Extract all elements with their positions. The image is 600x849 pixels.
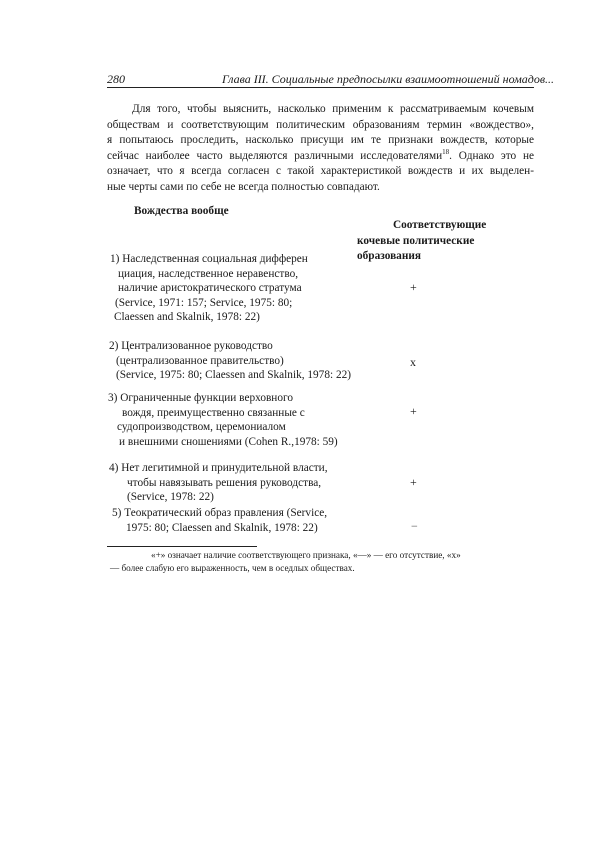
row-line: и внешними сношениями (Cohen R.,1978: 59) xyxy=(119,435,338,448)
row-line: наличие аристократического стратума xyxy=(118,282,302,295)
table-row xyxy=(108,391,338,449)
paragraph-line: Для того, чтобы выяснить, насколько применим к рассматриваемым кочевым xyxy=(132,103,534,115)
paragraph-line xyxy=(107,149,534,165)
body-paragraph xyxy=(107,102,534,195)
row-line: (Service, 1975: 80; Claessen and Skalnik, 1978: 22) xyxy=(116,369,352,382)
page-number: 280 xyxy=(107,72,125,86)
header-rule xyxy=(107,87,534,88)
paragraph-line: ные черты сами по себе не всегда полностью совпадают. xyxy=(107,180,380,193)
row-line: (Service, 1978: 22) xyxy=(127,491,214,504)
running-title: Глава III. Социальные предпосылки взаимоотношений номадов... xyxy=(222,72,555,86)
table-row xyxy=(109,339,351,383)
row-line: судопроизводством, церемониалом xyxy=(117,421,286,434)
col1-header: Вождества вообще xyxy=(134,205,229,217)
paragraph-line: означает, что я всегда согласен с такой характеристикой вождеств и их выделен- xyxy=(107,165,534,177)
row-line: (Service, 1971: 157; Service, 1975: 80; xyxy=(115,296,293,309)
footnote-ref: 18 xyxy=(442,147,450,156)
row-line: 3) Ограниченные функции верховного xyxy=(108,392,294,404)
row-mark: + xyxy=(410,404,417,418)
col2-header-line: кочевые политические xyxy=(357,234,475,247)
footnote-line: — более слабую его выраженность, чем в оседлых обществах. xyxy=(110,563,355,573)
row-line: вождя, преимущественно связанные с xyxy=(122,406,305,419)
table-row xyxy=(110,252,308,325)
row-mark: + xyxy=(410,280,417,294)
row-line: 2) Централизованное руководство xyxy=(109,340,273,352)
row-line: циация, наследственное неравенство, xyxy=(118,267,299,280)
paragraph-line: обществам и соответствующим политическим образованиям термин «вождество», xyxy=(107,118,534,131)
row-line: 4) Нет легитимной и принудительной власти, xyxy=(109,462,328,474)
footnote-line: «+» означает наличие соответствующего признака, «—» — его отсутствие, «x» xyxy=(151,550,461,560)
table-row xyxy=(112,506,327,535)
row-line: Claessen and Skalnik, 1978: 22) xyxy=(114,311,260,324)
col2-header xyxy=(357,218,486,265)
paragraph-line: я попытаюсь проследить, насколько присущи им те признаки вождеств, которые xyxy=(107,134,534,146)
row-line: (централизованное правительство) xyxy=(116,354,284,367)
col2-header-line: образования xyxy=(357,250,421,262)
table-row xyxy=(109,461,328,505)
row-line: 1975: 80; Claessen and Skalnik, 1978: 22) xyxy=(126,521,318,534)
col2-header-line: Соответствующие xyxy=(393,219,487,231)
row-mark: − xyxy=(411,519,418,533)
footnote-rule xyxy=(107,546,257,547)
row-line: 5) Теократический образ правления (Service, xyxy=(112,507,328,519)
paragraph-line-tail: . Однако это не xyxy=(449,149,534,162)
row-mark: x xyxy=(410,355,416,369)
row-line: чтобы навязывать решения руководства, xyxy=(127,476,322,489)
paragraph-line-text: сейчас наиболее часто выделяются различными исследователями xyxy=(107,149,443,162)
row-mark: + xyxy=(410,475,417,489)
row-line: 1) Наследственная социальная дифферен xyxy=(110,253,308,265)
